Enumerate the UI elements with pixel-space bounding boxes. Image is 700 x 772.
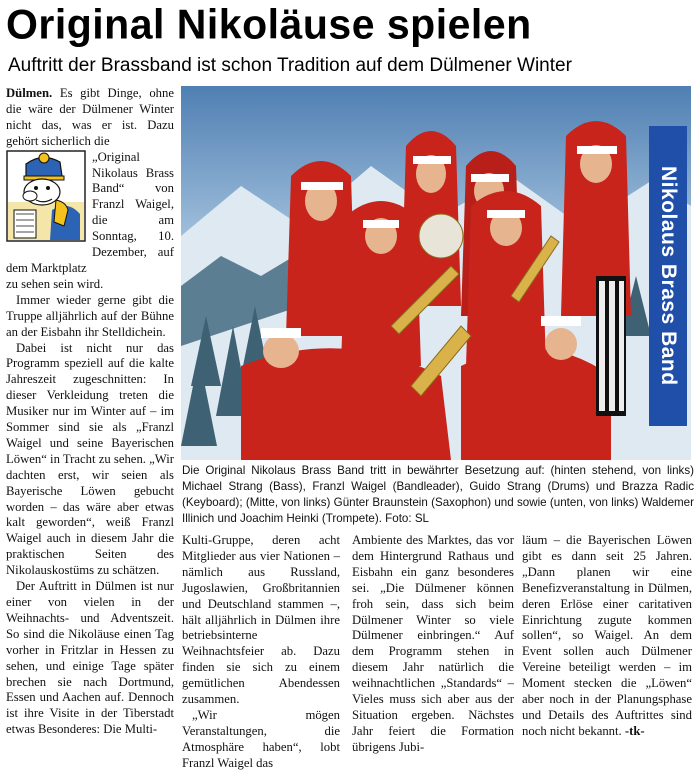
col4-paragraph-1: [522, 533, 692, 740]
article-column-1: [6, 86, 174, 738]
paragraph-2: Immer wieder gerne gibt die Truppe alljährlich auf der Bühne an der Eisbahn ihr Stelldichein.: [6, 292, 174, 339]
intro-side-text: „Original Nikolaus Brass Band“ von Franzl Waigel, die am Sonntag, 10. Dezember, auf dem Marktplatz: [6, 149, 174, 275]
logo-wrap: [6, 150, 174, 277]
col2-paragraph-1: Kulti-Gruppe, deren acht Mitglieder aus vier Nationen – nämlich aus Russland, Jugoslawien, Großbritannien und Deutschland stammen –, hält alljährlich in Dülmen ihre betriebsinterne Weihnachtsfeier ab. Dazu finden sie sich zu einem gemütlichen Abendessen zusammen.: [182, 533, 340, 707]
paragraph-4: Der Auftritt in Dülmen ist nur einer von vielen in der Weihnachts- und Adventszeit. So sind die Nikoläuse einen Tag vorher in Fritzlar in Hessen zu sehen, und einige Tage später brechen sie nach Dortmund, Essen und Aachen auf. Dennoch ist ihre Visite in der Tiberstadt etwas Besonderes: Die Multi-: [6, 579, 174, 737]
band-banner-text: Nikolaus Brass Band: [657, 166, 680, 386]
headline: Original Nikoläuse spielen: [6, 0, 532, 48]
intro-paragraph: [6, 86, 174, 150]
article-column-2: [182, 533, 340, 772]
article-column-3: [352, 533, 514, 756]
band-banner: [649, 126, 687, 426]
dateline: Dülmen.: [6, 86, 53, 100]
band-photo: [181, 86, 691, 460]
article-column-4: [522, 533, 692, 740]
paragraph-3: Dabei ist nicht nur das Programm speziell auf die kalte Jahreszeit zugeschnitten: In dieser Verkleidung treten die Musiker nur im Winter auf – im Sommer sind sie als „Franzl Waigel und seine Bayerischen Löwen“ in Tracht zu sehen. „Wir dachten erst, wir seien als Bayerische Löwen gebucht worden – das wäre aber etwas kalt geworden“, weiß Franzl Waigel auch in diesem Jahr die praktischen Seiten des Nikolauskostüms zu schätzen.: [6, 340, 174, 578]
intro-end: zu sehen sein wird.: [6, 276, 104, 291]
band-photo-illustration: [181, 86, 691, 460]
intro-text: Es gibt Dinge, ohne die wäre der Dülmener Winter nicht das, was er ist. Dazu gehört sicherlich die: [6, 86, 174, 148]
col4-text: läum – die Bayerischen Löwen gibt es dann seit 25 Jahren. „Dann planen wir eine Benefizveranstaltung in Dülmen, deren Erlöse einer caritativen Einrichtung zugute kommen sollen“, so Waigel. An dem Event sollen auch Dülmener Vereine beteiligt werden – im Moment stecken die „Löwen“ aber noch in der Planungsphase und Details des Auftrittes sind noch nicht bekannt.: [522, 533, 692, 738]
col3-paragraph-1: Ambiente des Marktes, das vor dem Hintergrund Rathaus und Eisbahn ein ganz besonderes sei. „Die Dülmener können froh sein, dass sich beim Dülmener Winter so viele Dülmener einbringen.“ Auf dem Programm stehen in diesem Jahr natürlich die weihnachtlichen „Standards“ – Vieles muss sich aber aus der Situation ergeben. Nächstes Jahr feiert die Formation übrigens Jubi-: [352, 533, 514, 754]
logo-icon: [6, 150, 88, 246]
photo-caption: Die Original Nikolaus Brass Band tritt in bewährter Besetzung auf: (hinten stehend, von links) Michael Strang (Bass), Franzl Waigel (Bandleader), Guido Strang (Drums) und Brazza Radic (Keyboard); (Mitte, von links) Günter Braunstein (Saxophon) und sowie (unten, von links) Waldemer Illinich und Joachim Heinki (Trompete). Foto: SL: [182, 464, 694, 525]
col2-paragraph-2: „Wir mögen Veranstaltungen, die Atmosphäre haben“, lobt Franzl Waigel das: [182, 707, 340, 770]
author-signature: -tk-: [624, 723, 645, 738]
subheadline: Auftritt der Brassband ist schon Tradition auf dem Dülmener Winter: [8, 55, 572, 76]
